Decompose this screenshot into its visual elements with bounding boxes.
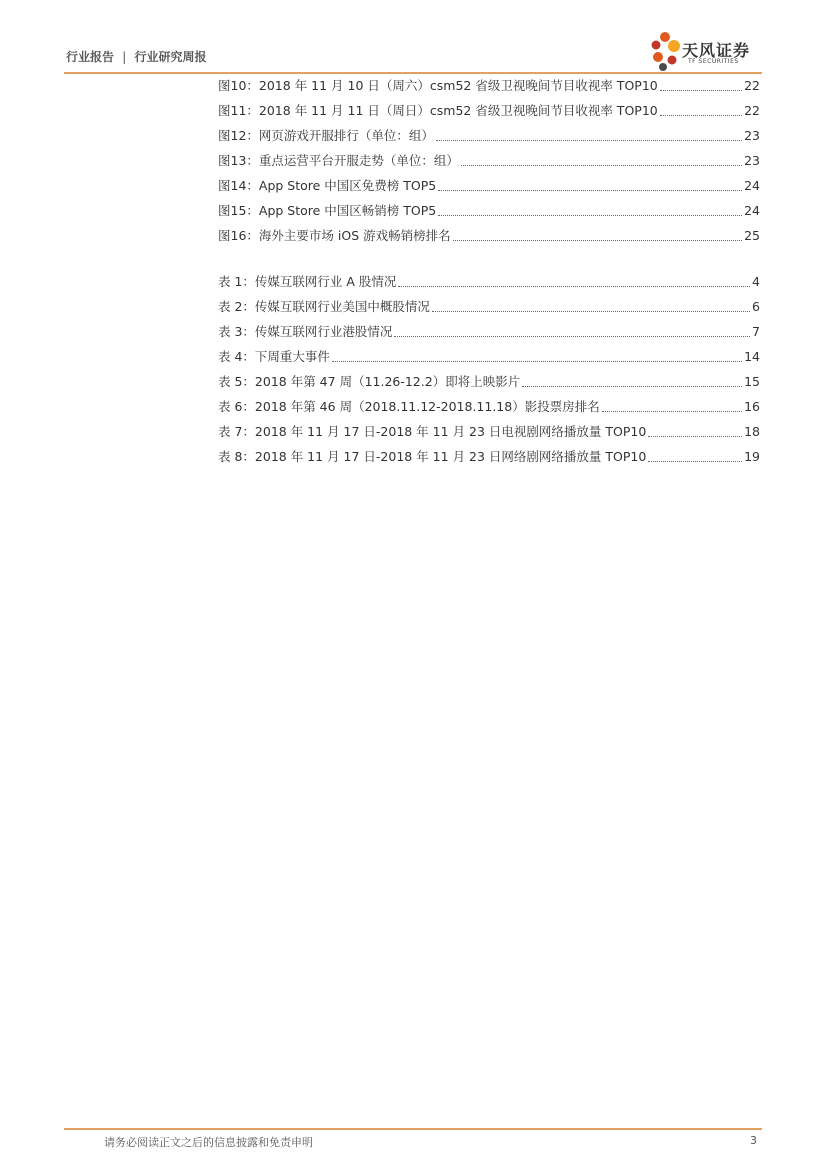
header-title bbox=[66, 48, 206, 65]
toc-entry-figure-15[interactable] bbox=[218, 201, 760, 221]
logo-name-cn: 天风证券 bbox=[682, 41, 751, 60]
header-subcategory: 行业研究周报 bbox=[134, 50, 207, 64]
toc-entry-label: 图13：重点运营平台开服走势（单位：组） bbox=[218, 153, 459, 168]
toc-entry-page: 19 bbox=[744, 449, 760, 464]
toc-entry-figure-14[interactable] bbox=[218, 176, 760, 196]
toc-entry-table-8[interactable] bbox=[218, 447, 760, 467]
toc-dot-leader bbox=[522, 385, 742, 387]
toc-dot-leader bbox=[394, 335, 750, 337]
toc-dot-leader bbox=[648, 460, 742, 462]
toc-dot-leader bbox=[602, 410, 742, 412]
toc-entry-label: 表 3：传媒互联网行业港股情况 bbox=[218, 324, 393, 339]
toc-dot-leader bbox=[332, 360, 742, 362]
toc-dot-leader bbox=[660, 89, 742, 91]
toc-entry-page: 6 bbox=[752, 299, 760, 314]
toc-dot-leader bbox=[438, 189, 742, 191]
toc-dot-leader bbox=[436, 139, 742, 141]
toc-entry-label: 图14：App Store 中国区免费榜 TOP5 bbox=[218, 178, 437, 193]
toc-entry-table-2[interactable] bbox=[218, 297, 760, 317]
toc-entry-table-6[interactable] bbox=[218, 397, 760, 417]
toc-entry-label: 表 4：下周重大事件 bbox=[218, 349, 330, 364]
toc-entry-label: 图15：App Store 中国区畅销榜 TOP5 bbox=[218, 203, 437, 218]
toc-entry-label: 图10：2018 年 11 月 10 日（周六）csm52 省级卫视晚间节目收视率 TOP10 bbox=[218, 78, 658, 93]
toc-entry-figure-10[interactable] bbox=[218, 76, 760, 96]
toc-dot-leader bbox=[398, 285, 750, 287]
toc-entry-table-4[interactable] bbox=[218, 347, 760, 367]
toc-entry-table-1[interactable] bbox=[218, 272, 760, 292]
toc-entry-label: 表 8：2018 年 11 月 17 日-2018 年 11 月 23 日网络剧网络播放量 TOP10 bbox=[218, 449, 647, 464]
toc-entry-page: 18 bbox=[744, 424, 760, 439]
header-separator: | bbox=[122, 50, 127, 64]
toc-entry-figure-11[interactable] bbox=[218, 101, 760, 121]
toc-entry-page: 25 bbox=[744, 228, 760, 243]
toc-entry-page: 22 bbox=[744, 78, 760, 93]
toc-dot-leader bbox=[461, 164, 742, 166]
toc-entry-page: 7 bbox=[752, 324, 760, 339]
footer-divider bbox=[64, 1128, 762, 1130]
toc-dot-leader bbox=[453, 239, 742, 241]
header-divider bbox=[64, 72, 762, 74]
toc-entry-page: 4 bbox=[752, 274, 760, 289]
logo-name-en: TF SECURITIES bbox=[688, 58, 739, 65]
footer-disclaimer: 请务必阅读正文之后的信息披露和免责申明 bbox=[104, 1136, 313, 1149]
toc-entry-page: 23 bbox=[744, 153, 760, 168]
toc-dot-leader bbox=[648, 435, 742, 437]
toc-entry-table-5[interactable] bbox=[218, 372, 760, 392]
toc-dot-leader bbox=[660, 114, 742, 116]
toc-entry-page: 16 bbox=[744, 399, 760, 414]
toc-entry-page: 24 bbox=[744, 203, 760, 218]
page-number: 3 bbox=[750, 1134, 757, 1147]
header-category: 行业报告 bbox=[66, 50, 115, 64]
toc-entry-page: 23 bbox=[744, 128, 760, 143]
toc-entry-page: 14 bbox=[744, 349, 760, 364]
toc-entry-label: 表 1：传媒互联网行业 A 股情况 bbox=[218, 274, 397, 289]
toc-entry-label: 表 6：2018 年第 46 周（2018.11.12-2018.11.18）影投票房排名 bbox=[218, 399, 600, 414]
toc-entry-figure-16[interactable] bbox=[218, 226, 760, 246]
toc-entry-label: 表 5：2018 年第 47 周（11.26-12.2）即将上映影片 bbox=[218, 374, 521, 389]
toc-entry-label: 图16：海外主要市场 iOS 游戏畅销榜排名 bbox=[218, 228, 451, 243]
toc-entry-table-7[interactable] bbox=[218, 422, 760, 442]
toc-entry-table-3[interactable] bbox=[218, 322, 760, 342]
toc-entry-label: 表 7：2018 年 11 月 17 日-2018 年 11 月 23 日电视剧网络播放量 TOP10 bbox=[218, 424, 647, 439]
flower-logo-icon bbox=[648, 30, 682, 72]
toc-entry-figure-13[interactable] bbox=[218, 151, 760, 171]
toc-entry-figure-12[interactable] bbox=[218, 126, 760, 146]
toc-entry-label: 图12：网页游戏开服排行（单位：组） bbox=[218, 128, 434, 143]
toc-entry-label: 表 2：传媒互联网行业美国中概股情况 bbox=[218, 299, 430, 314]
toc-entry-label: 图11：2018 年 11 月 11 日（周日）csm52 省级卫视晚间节目收视率 TOP10 bbox=[218, 103, 658, 118]
company-logo bbox=[648, 30, 768, 72]
toc-dot-leader bbox=[438, 214, 742, 216]
toc-entry-page: 24 bbox=[744, 178, 760, 193]
toc-entry-page: 15 bbox=[744, 374, 760, 389]
toc-entry-page: 22 bbox=[744, 103, 760, 118]
toc-dot-leader bbox=[432, 310, 750, 312]
